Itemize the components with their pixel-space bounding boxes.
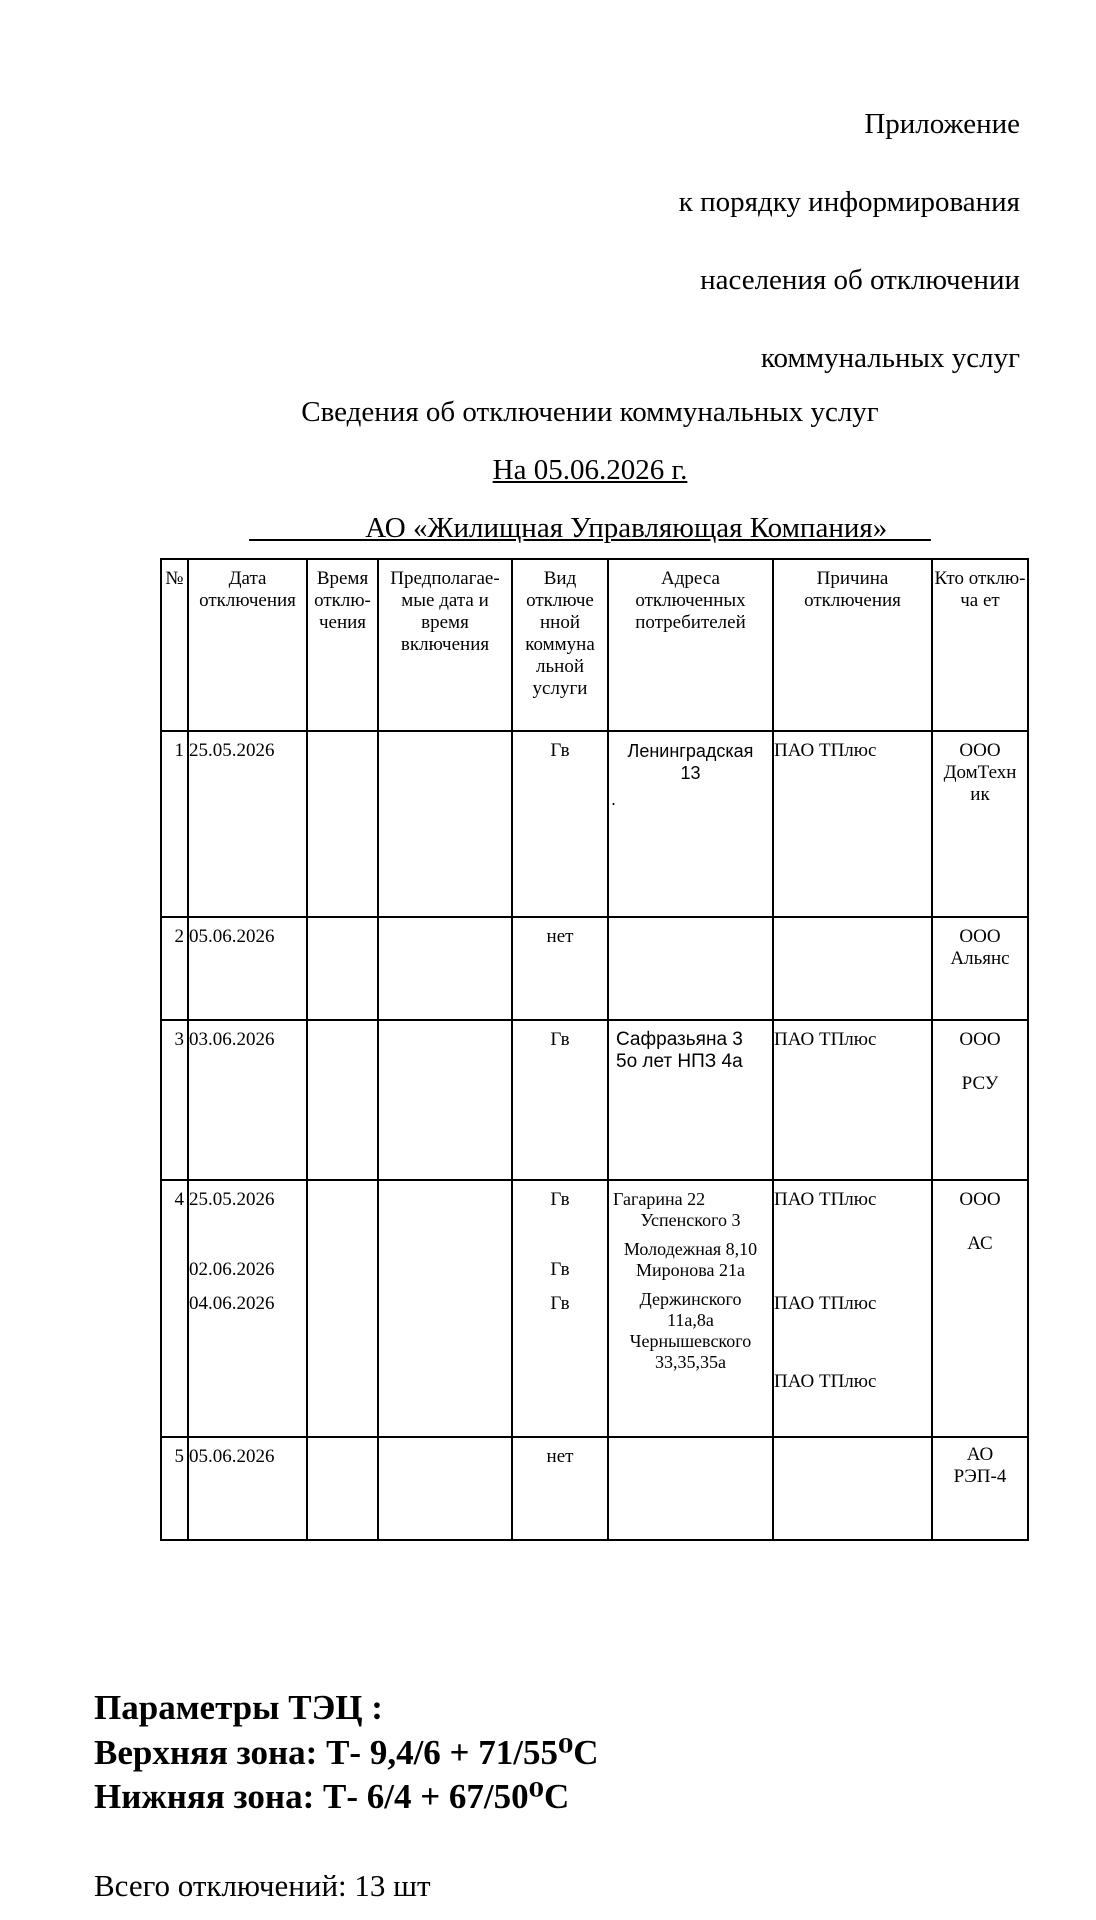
header-time-off: Время отклю-чения bbox=[307, 559, 378, 731]
appendix-line-1: Приложение bbox=[864, 108, 1020, 140]
params-heading: Параметры ТЭЦ : bbox=[94, 1688, 383, 1727]
table-row bbox=[161, 1180, 1028, 1437]
who: ООО Альянс bbox=[932, 917, 1028, 1020]
time-off bbox=[307, 1437, 378, 1540]
date-off: 25.05.2026 bbox=[188, 731, 307, 917]
total-outages: Всего отключений: 13 шт bbox=[94, 1868, 431, 1903]
time-off bbox=[307, 1180, 378, 1437]
addresses bbox=[608, 917, 773, 1020]
reason: ПАО ТПлюс ПАО ТПлюс ПАО ТПлюс bbox=[773, 1180, 932, 1437]
row-number: 1 bbox=[161, 731, 188, 917]
addresses: Сафразьяна 3 5о лет НПЗ 4а bbox=[608, 1020, 773, 1180]
appendix-line-4: коммунальных услуг bbox=[760, 342, 1020, 374]
reason: ПАО ТПлюс bbox=[773, 1020, 932, 1180]
expected-on bbox=[378, 1180, 512, 1437]
header-expected-on: Предполагае-мые дата и время включения bbox=[378, 559, 512, 731]
organization-name: ________АО «Жилищная Управляющая Компания»___ bbox=[249, 512, 931, 544]
addresses: Гагарина 22 Успенского 3 Молодежная 8,10 Миронова 21а Держинского 11а,8а Чернышевского 33,35,35а bbox=[608, 1180, 773, 1437]
table-row bbox=[161, 1437, 1028, 1540]
time-off bbox=[307, 1020, 378, 1180]
expected-on bbox=[378, 1020, 512, 1180]
expected-on bbox=[378, 917, 512, 1020]
header-addresses: Адреса отключенных потребителей bbox=[608, 559, 773, 731]
reason bbox=[773, 1437, 932, 1540]
addresses: Ленинградская 13 . bbox=[608, 731, 773, 917]
who: ООО ДомТехн ик bbox=[932, 731, 1028, 917]
service-type: Гв bbox=[512, 731, 608, 917]
appendix-line-3: населения об отключении bbox=[700, 264, 1020, 296]
time-off bbox=[307, 731, 378, 917]
time-off bbox=[307, 917, 378, 1020]
params-upper-zone: Верхняя зона: Т- 9,4/6 + 71/55⁰С bbox=[94, 1733, 599, 1772]
service-type: нет bbox=[512, 1437, 608, 1540]
who: ООО АС bbox=[932, 1180, 1028, 1437]
table-row bbox=[161, 917, 1028, 1020]
report-date: На 05.06.2026 г. bbox=[492, 454, 688, 486]
row-number: 3 bbox=[161, 1020, 188, 1180]
header-who: Кто отклю-ча ет bbox=[932, 559, 1028, 731]
params-lower-zone: Нижняя зона: Т- 6/4 + 67/50⁰С bbox=[94, 1777, 570, 1816]
table-row bbox=[161, 731, 1028, 917]
header-num: № bbox=[161, 559, 188, 731]
service-type: нет bbox=[512, 917, 608, 1020]
header-date-off: Дата отключения bbox=[188, 559, 307, 731]
reason bbox=[773, 917, 932, 1020]
expected-on bbox=[378, 1437, 512, 1540]
date-off: 03.06.2026 bbox=[188, 1020, 307, 1180]
date-off: 25.05.2026 02.06.2026 04.06.2026 bbox=[188, 1180, 307, 1437]
date-off: 05.06.2026 bbox=[188, 917, 307, 1020]
addresses bbox=[608, 1437, 773, 1540]
row-number: 4 bbox=[161, 1180, 188, 1437]
service-type: Гв Гв Гв bbox=[512, 1180, 608, 1437]
outage-table bbox=[160, 558, 1029, 1541]
expected-on bbox=[378, 731, 512, 917]
row-number: 5 bbox=[161, 1437, 188, 1540]
table-header-row bbox=[161, 559, 1028, 731]
header-reason: Причина отключения bbox=[773, 559, 932, 731]
date-off: 05.06.2026 bbox=[188, 1437, 307, 1540]
service-type: Гв bbox=[512, 1020, 608, 1180]
table-row bbox=[161, 1020, 1028, 1180]
row-number: 2 bbox=[161, 917, 188, 1020]
who: ООО РСУ bbox=[932, 1020, 1028, 1180]
document-title: Сведения об отключении коммунальных услуг bbox=[301, 396, 879, 428]
who: АО РЭП-4 bbox=[932, 1437, 1028, 1540]
header-service-type: Вид отключе нной коммуна льной услуги bbox=[512, 559, 608, 731]
appendix-line-2: к порядку информирования bbox=[678, 186, 1020, 218]
reason: ПАО ТПлюс bbox=[773, 731, 932, 917]
